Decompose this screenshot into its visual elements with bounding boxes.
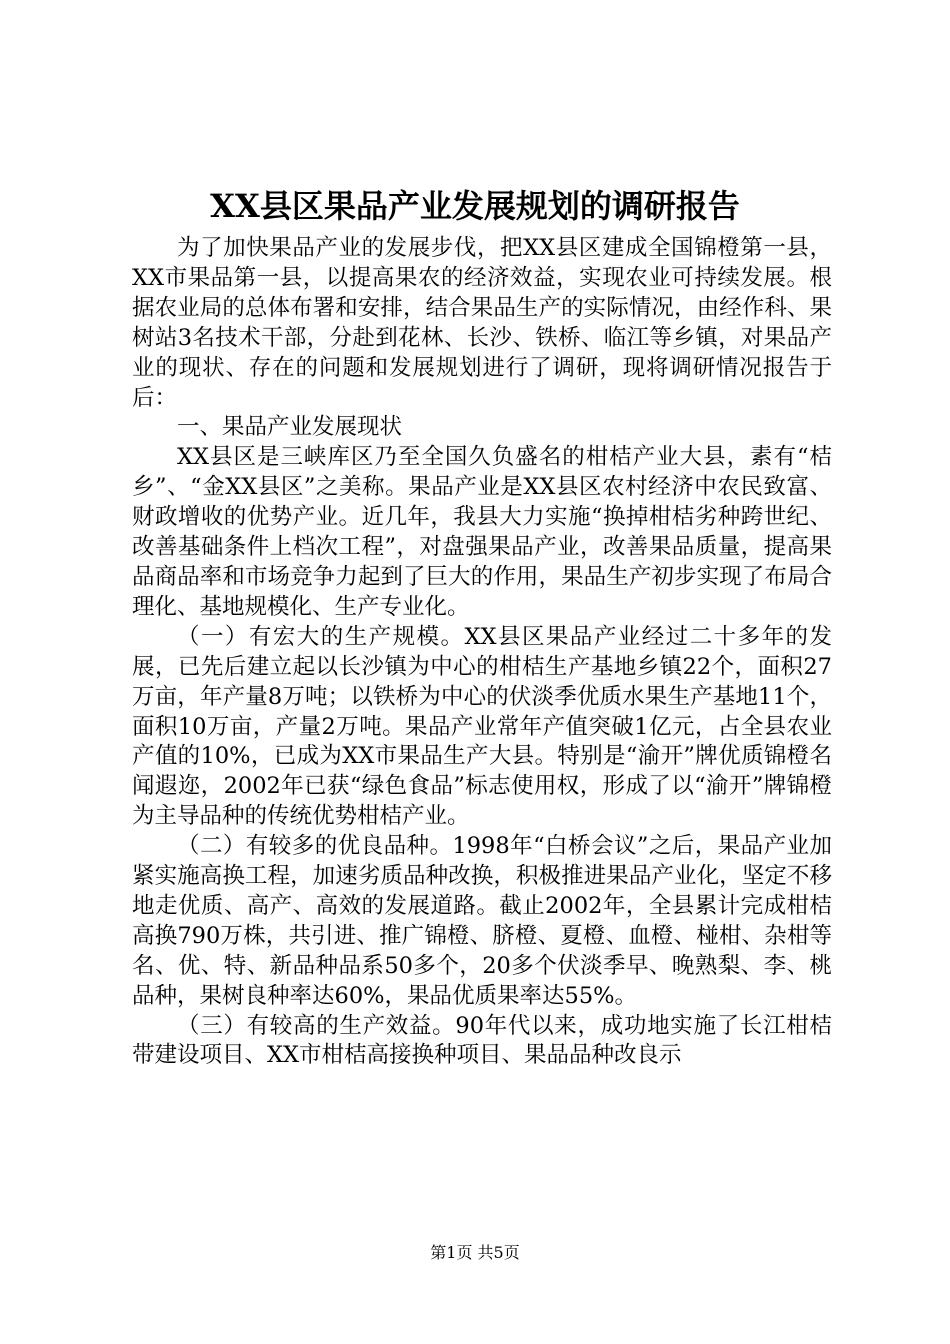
page-footer: 第1页 共5页	[430, 1243, 520, 1262]
document-body	[132, 234, 832, 1071]
paragraph-overview: XX县区是三峡库区乃至全国久负盛名的柑桔产业大县，素有“桔乡”、“金XX县区”之美称。果品产业是XX县区农村经济中农民致富、财政增收的优势产业。近几年，我县大力实施“换掉柑桔劣种跨世纪、改善基础条件上档次工程”，对盘强果品产业，改善果品质量，提高果品商品率和市场竞争力起到了巨大的作用，果品生产初步实现了布局合理化、基地规模化、生产专业化。	[132, 444, 832, 620]
paragraph-scale: （一）有宏大的生产规模。XX县区果品产业经过二十多年的发展，已先后建立起以长沙镇为中心的柑桔生产基地乡镇22个，面积27万亩，年产量8万吨；以铁桥为中心的伏淡季优质水果生产基地11个，面积10万亩，产量2万吨。果品产业常年产值突破1亿元，占全县农业产值的10%，已成为XX市果品生产大县。特别是“渝开”牌优质锦橙名闻遐迩，2002年已获“绿色食品”标志使用权，形成了以“渝开”牌锦橙为主导品种的传统优势柑桔产业。	[132, 623, 832, 830]
paragraph-varieties: （二）有较多的优良品种。1998年“白桥会议”之后，果品产业加紧实施高换工程，加速劣质品种改换，积极推进果品产业化，坚定不移地走优质、高产、高效的发展道路。截止2002年，全县累计完成柑桔高换790万株，共引进、推广锦橙、脐橙、夏橙、血橙、椪柑、杂柑等名、优、特、新品种品系50多个，20多个伏淡季早、晚熟梨、李、桃品种，果树良种率达60%，果品优质果率达55%。	[132, 833, 832, 1009]
section-heading: 一、果品产业发展现状	[177, 414, 403, 441]
document-title: XX县区果品产业发展规划的调研报告	[210, 187, 740, 225]
paragraph-efficiency: （三）有较高的生产效益。90年代以来，成功地实施了长江柑桔带建设项目、XX市柑桔高接换种项目、果品品种改良示	[132, 1012, 832, 1069]
paragraph-intro: 为了加快果品产业的发展步伐，把XX县区建成全国锦橙第一县，XX市果品第一县，以提高果农的经济效益，实现农业可持续发展。根据农业局的总体布署和安排，结合果品生产的实际情况，由经作科、果树站3名技术干部，分赴到花林、长沙、铁桥、临江等乡镇，对果品产业的现状、存在的问题和发展规划进行了调研，现将调研情况报告于后：	[132, 235, 832, 411]
